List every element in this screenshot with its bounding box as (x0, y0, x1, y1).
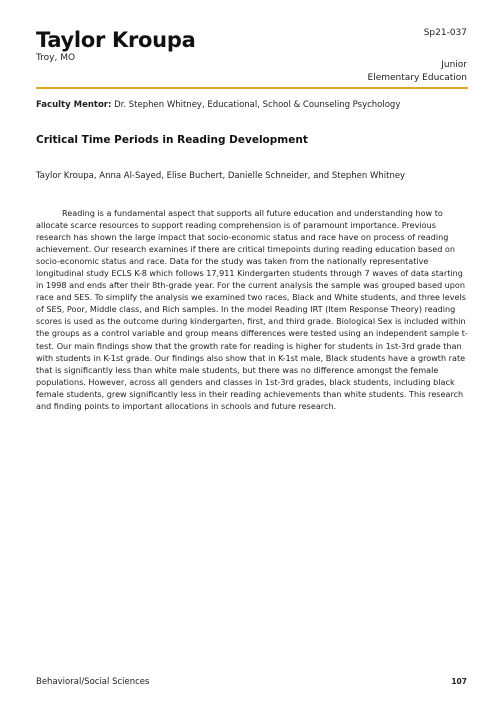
faculty-mentor (36, 100, 400, 110)
faculty-mentor-value: Dr. Stephen Whitney, Educational, School & Counseling Psychology (114, 100, 401, 110)
author-hometown: Troy, MO (36, 53, 76, 63)
footer-category: Behavioral/Social Sciences (36, 677, 150, 687)
abstract-body: Reading is a fundamental aspect that supports all future education and understanding how to allocate scarce resources to support reading comprehension is of paramount importance. Previous research has shown the large impact that socio-economic status and race have on process of reading achievement. Our research examines if there are critical timepoints during reading education based on socio-economic status and race. Data for the study was taken from the nationally representative longitudinal study ECLS K-8 which follows 17,911 Kindergarten students through 7 waves of data starting in 1998 and ends after their 8th-grade year. For the current analysis the sample was grouped based upon race and SES. To simplify the analysis we examined two races, Black and White students, and three levels of SES, Poor, Middle class, and Rich samples. In the model Reading IRT (Item Response Theory) reading scores is used as the outcome during kindergarten, first, and third grade. Biological Sex is included within the groups as a control variable and group means differences were tested using an independent sample t-test. Our main findings show that the growth rate for reading is higher for students in 1st-3rd grade than with students in K-1st grade. Our findings also show that in K-1st male, Black students have a growth rate that is significantly less than white male students, but there was no difference amongst the female populations. However, across all genders and classes in 1st-3rd grades, black students, including black female students, grew significantly less in their reading achievements than white students. This research and finding points to important allocations in schools and future research. (36, 208, 468, 411)
major: Elementary Education (367, 73, 467, 83)
page-number: 107 (451, 677, 467, 686)
abstract-title: Critical Time Periods in Reading Development (36, 134, 308, 146)
class-year: Junior (441, 60, 467, 70)
author-name: Taylor Kroupa (36, 28, 196, 52)
abstract-code: Sp21-037 (423, 28, 467, 38)
faculty-mentor-label: Faculty Mentor: (36, 100, 112, 110)
author-list: Taylor Kroupa, Anna Al-Sayed, Elise Buchert, Danielle Schneider, and Stephen Whitney (36, 171, 406, 181)
header-divider (36, 87, 468, 89)
